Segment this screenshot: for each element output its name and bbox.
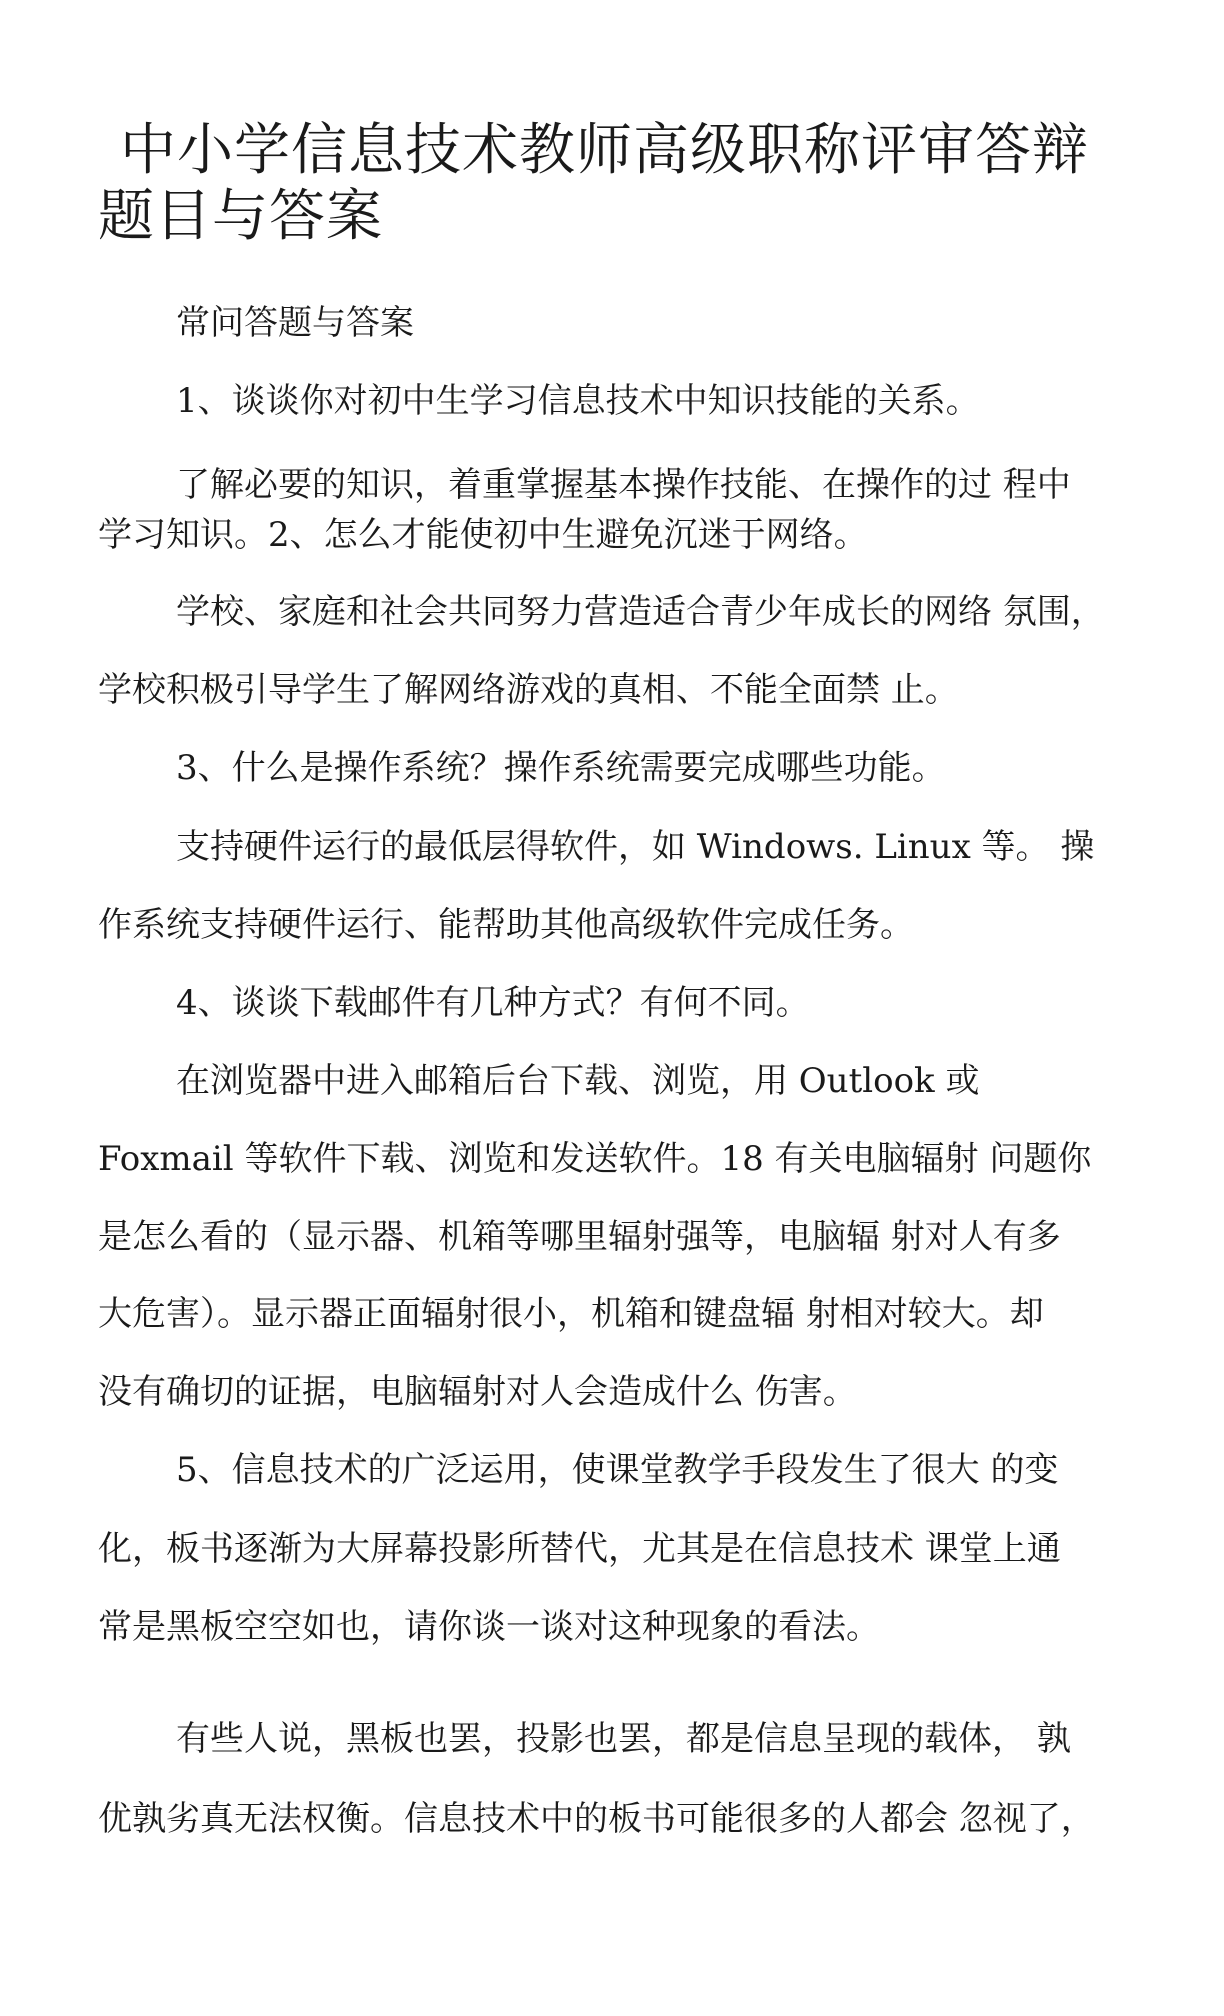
document-title: 中小学信息技术教师高级职称评审答辩题目与答案 xyxy=(98,118,1089,249)
answer-2-line-2: 学校积极引导学生了解网络游戏的真相、不能全面禁 止。 xyxy=(98,670,959,710)
answer-3-line-2: 作系统支持硬件运行、能帮助其他高级软件完成任务。 xyxy=(98,905,914,945)
question-3: 3、什么是操作系统？操作系统需要完成哪些功能。 xyxy=(176,748,946,788)
answer-4-line-3: 是怎么看的（显示器、机箱等哪里辐射强等，电脑辐 射对人有多 xyxy=(98,1217,1061,1257)
section-heading: 常问答题与答案 xyxy=(176,303,414,343)
question-1: 1、谈谈你对初中生学习信息技术中知识技能的关系。 xyxy=(176,381,980,421)
answer-5-line-2: 优孰劣真无法权衡。信息技术中的板书可能很多的人都会 忽视了， xyxy=(98,1799,1095,1839)
answer-1-line-2: 学习知识。2、怎么才能使初中生避免沉迷于网络。 xyxy=(98,515,868,555)
answer-4-line-4: 大危害）。显示器正面辐射很小，机箱和键盘辐 射相对较大。却 xyxy=(98,1294,1044,1334)
question-5-line-1: 5、信息技术的广泛运用，使课堂教学手段发生了很大 的变 xyxy=(176,1450,1059,1490)
answer-5-line-1: 有些人说，黑板也罢，投影也罢，都是信息呈现的载体， 孰 xyxy=(176,1719,1071,1759)
answer-4-line-5: 没有确切的证据，电脑辐射对人会造成什么 伤害。 xyxy=(98,1372,857,1412)
answer-1-line-1: 了解必要的知识，着重掌握基本操作技能、在操作的过 程中 xyxy=(176,465,1071,505)
answer-3-line-1: 支持硬件运行的最低层得软件，如 Windows. Linux 等。 操 xyxy=(176,827,1095,867)
answer-4-line-1: 在浏览器中进入邮箱后台下载、浏览，用 Outlook 或 xyxy=(176,1061,980,1101)
question-5-line-2: 化，板书逐渐为大屏幕投影所替代，尤其是在信息技术 课堂上通 xyxy=(98,1529,1061,1569)
question-4: 4、谈谈下载邮件有几种方式？有何不同。 xyxy=(176,983,810,1023)
question-5-line-3: 常是黑板空空如也，请你谈一谈对这种现象的看法。 xyxy=(98,1607,880,1647)
answer-4-line-2: Foxmail 等软件下载、浏览和发送软件。18 有关电脑辐射 问题你 xyxy=(98,1139,1092,1179)
answer-2-line-1: 学校、家庭和社会共同努力营造适合青少年成长的网络 氛围， xyxy=(176,592,1105,632)
